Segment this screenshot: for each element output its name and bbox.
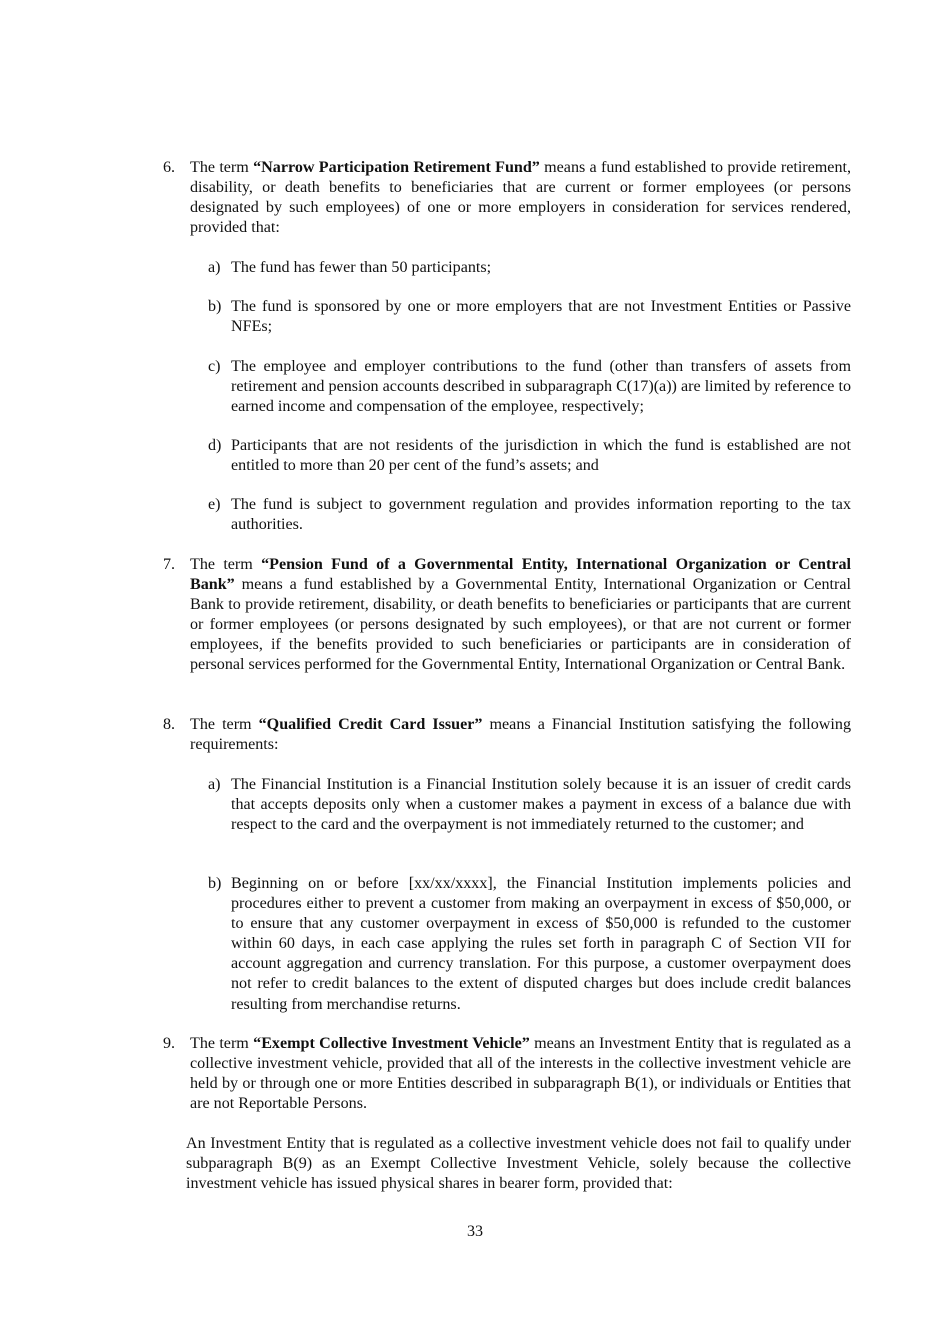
subitem-text: The employee and employer contributions to the fund (other than transfers of assets from retirement and pension accounts described in subparagraph C(17)(a)) are limited by reference to earned income and compensation of the employee, respectively; xyxy=(231,358,851,416)
subitem-text: The Financial Institution is a Financial Institution solely because it is an issuer of credit cards that accepts deposits only when a customer makes a payment in excess of a balance due with respect to the card and the overpayment is not immediately returned to the customer; and xyxy=(231,776,851,834)
item-number: 7. xyxy=(163,556,176,573)
subitem-text: Beginning on or before [xx/xx/xxxx], the Financial Institution implements policies and procedures either to prevent a customer from making an overpayment in excess of $50,000, or to ensure that any customer overpayment in excess of $50,000 is refunded to the customer within 60 days, in each case applying the rules set forth in paragraph C of Section VII for account aggregation and currency translation. For this purpose, a customer overpayment does not refer to credit balances to the extent of disputed charges but does include credit balances resulting from merchandise returns. xyxy=(231,875,851,1013)
closing-paragraph: An Investment Entity that is regulated as a collective investment vehicle does not fail to qualify under subparagraph B(9) as an Exempt Collective Investment Vehicle, solely because the collective investment vehicle has issued physical shares in bearer form, provided that: xyxy=(186,1135,851,1193)
subitem-6c xyxy=(208,357,851,417)
subitem-8a xyxy=(208,775,851,835)
subitem-text: The fund has fewer than 50 participants; xyxy=(231,259,492,276)
subitem-letter: b) xyxy=(208,875,222,892)
subitem-6b xyxy=(208,297,851,337)
defined-term: “Narrow Participation Retirement Fund” xyxy=(253,159,540,176)
definition-text: The term “Qualified Credit Card Issuer” means a Financial Institution satisfying the following requirements: xyxy=(190,716,851,754)
subitem-text: The fund is subject to government regulation and provides information reporting to the tax authorities. xyxy=(231,496,851,534)
definition-item-7 xyxy=(163,555,851,676)
subitem-8b xyxy=(208,874,851,1015)
subitem-letter: d) xyxy=(208,437,222,454)
subitem-letter: b) xyxy=(208,298,222,315)
definition-text: The term “Pension Fund of a Governmental Entity, International Organization or Central Bank” means a fund established by a Governmental Entity, International Organization or Central Bank to provide retirement, disability, or death benefits to beneficiaries or participants that are current or former employees (or persons designated by such employees), or that are not current or former employees, if the benefits provided to such beneficiaries or participants are in consideration of personal services performed for the Governmental Entity, International Organization or Central Bank. xyxy=(190,556,851,674)
subitem-letter: a) xyxy=(208,259,221,276)
subitem-6a xyxy=(208,258,851,278)
item-number: 9. xyxy=(163,1035,176,1052)
defined-term: “Exempt Collective Investment Vehicle” xyxy=(253,1035,530,1052)
definition-item-9 xyxy=(163,1034,851,1114)
subitem-6e xyxy=(208,495,851,535)
subitem-text: Participants that are not residents of the jurisdiction in which the fund is established are not entitled to more than 20 per cent of the fund’s assets; and xyxy=(231,437,851,475)
defined-term: “Qualified Credit Card Issuer” xyxy=(258,716,483,733)
definition-text: The term “Narrow Participation Retirement Fund” means a fund established to provide retirement, disability, or death benefits to beneficiaries that are current or former employees (or persons designated by such employees) of one or more employers in consideration for services rendered, provided that: xyxy=(190,159,851,237)
subitem-letter: e) xyxy=(208,496,221,513)
definition-text: The term “Exempt Collective Investment Vehicle” means an Investment Entity that is regulated as a collective investment vehicle, provided that all of the interests in the collective investment vehicle are held by or through one or more Entities described in subparagraph B(1), or individuals or Entities that are not Reportable Persons. xyxy=(190,1035,851,1113)
defined-term: “Pension Fund of a Governmental Entity, International Organization or Central Bank” xyxy=(190,556,851,594)
item-number: 6. xyxy=(163,159,176,176)
definition-item-8 xyxy=(163,715,851,755)
subitem-text: The fund is sponsored by one or more employers that are not Investment Entities or Passive NFEs; xyxy=(231,298,851,336)
subitem-6d xyxy=(208,436,851,476)
subitem-letter: a) xyxy=(208,776,221,793)
subitem-letter: c) xyxy=(208,358,221,375)
definition-item-6 xyxy=(163,158,851,238)
page-number: 33 xyxy=(466,1223,484,1240)
item-number: 8. xyxy=(163,716,176,733)
